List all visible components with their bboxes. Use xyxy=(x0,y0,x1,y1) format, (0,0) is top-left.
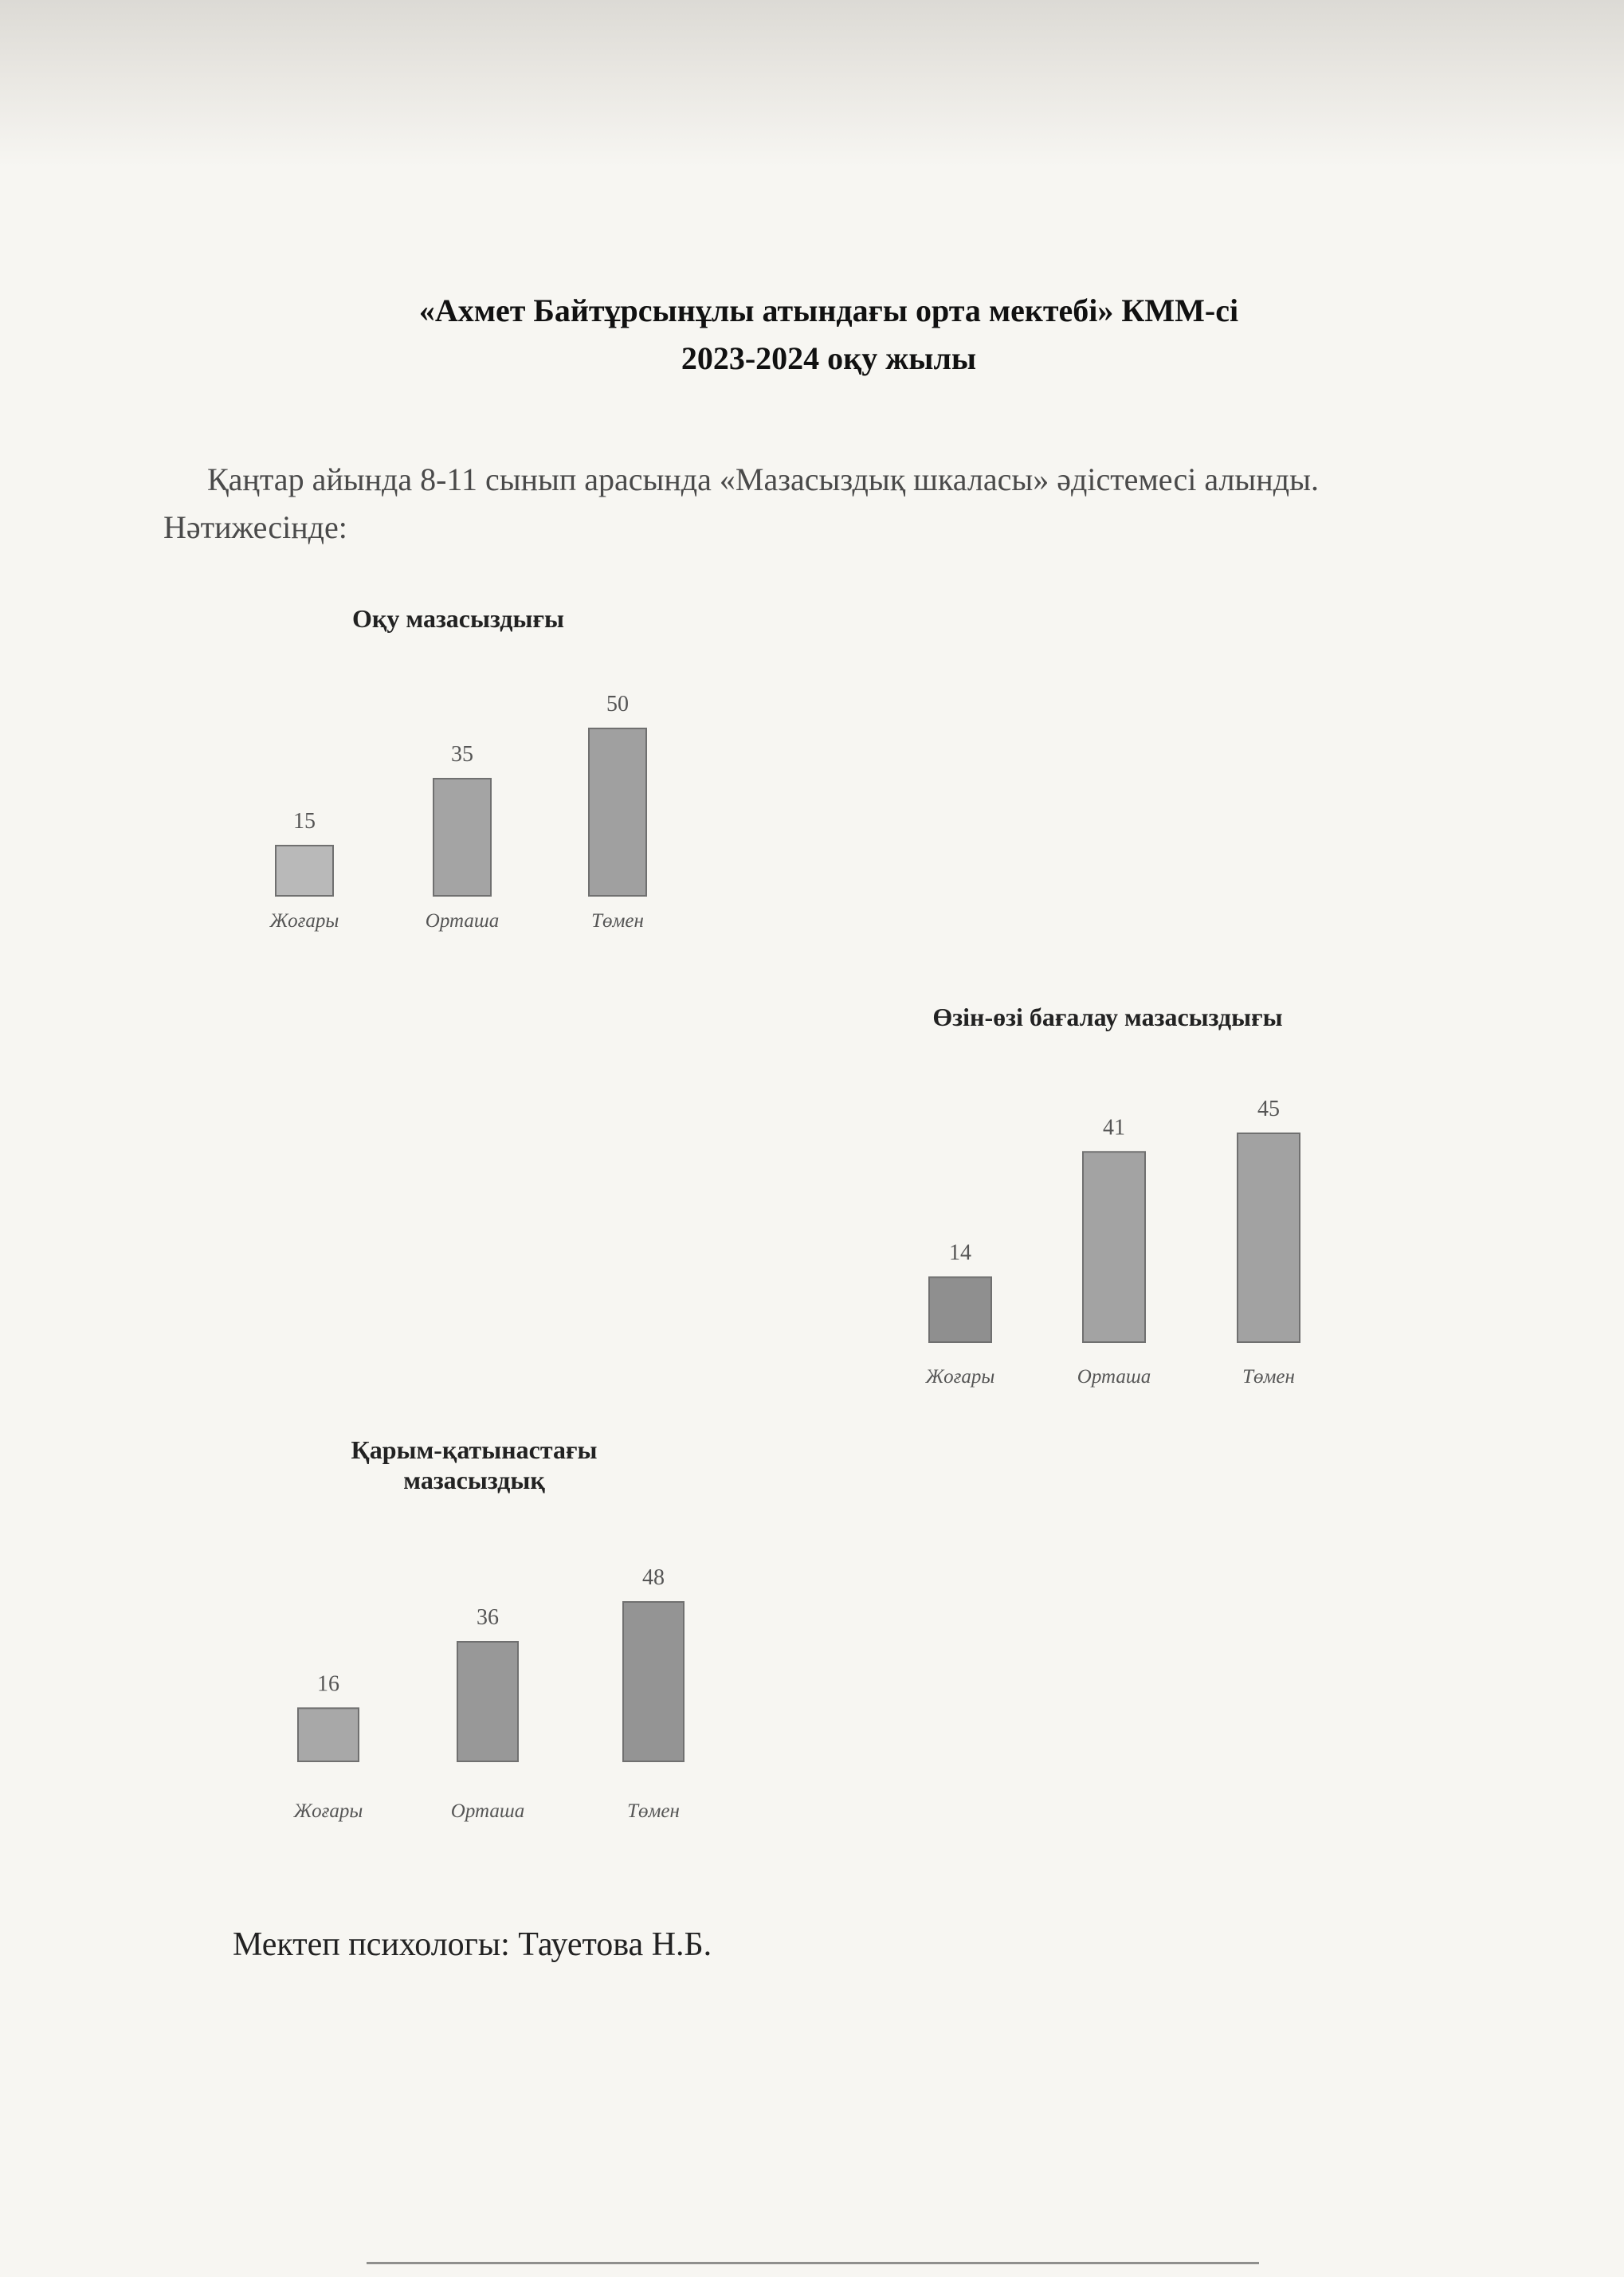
chart-title xyxy=(263,1435,685,1495)
bar-value-label: 35 xyxy=(451,742,473,767)
chart-title-line: Өзін-өзі бағалау мазасыздығы xyxy=(932,1003,1283,1031)
bar-value-label: 45 xyxy=(1257,1097,1280,1121)
category-label: Төмен xyxy=(627,1800,680,1822)
chart-title-line: Оқу мазасыздығы xyxy=(352,604,564,633)
psychologist-signature: Мектеп психологы: Тауетова Н.Б. xyxy=(233,1926,712,1963)
intro-paragraph: Қаңтар айында 8-11 сынып арасында «Мазасыздық шкаласы» әдістемесі алынды. Нәтижесінде: xyxy=(163,461,1319,545)
chart-communication-anxiety xyxy=(263,1435,685,1822)
bar-1 xyxy=(298,1708,359,1761)
bar-3 xyxy=(589,728,646,896)
chart-plot xyxy=(263,1506,685,1822)
bar-value-label: 41 xyxy=(1103,1115,1125,1140)
chart-title xyxy=(247,603,669,634)
bar-1 xyxy=(276,846,333,896)
chart-plot xyxy=(869,1042,1347,1388)
heading-line-year: 2023-2024 оқу жылы xyxy=(681,340,977,376)
bar-2 xyxy=(433,779,491,896)
bar-2 xyxy=(1083,1152,1145,1342)
bar-value-label: 14 xyxy=(949,1240,971,1266)
category-label: Жоғары xyxy=(925,1366,995,1388)
chart-title-line-2: мазасыздық xyxy=(403,1466,545,1494)
chart-plot xyxy=(247,651,669,938)
category-label: Төмен xyxy=(591,910,644,932)
chart-self-esteem-anxiety xyxy=(869,1002,1347,1388)
document-heading xyxy=(239,287,1418,383)
category-label: Орташа xyxy=(1077,1366,1151,1388)
bar-3 xyxy=(1238,1133,1300,1342)
category-label: Жоғары xyxy=(269,910,339,932)
bar-2 xyxy=(457,1642,518,1761)
category-label: Орташа xyxy=(450,1800,525,1822)
chart-title xyxy=(869,1002,1347,1032)
heading-line-school: «Ахмет Байтұрсынұлы атындағы орта мектебі» КММ-сі xyxy=(418,292,1239,328)
bar-value-label: 15 xyxy=(293,809,316,834)
bar-value-label: 36 xyxy=(477,1605,499,1630)
bar-value-label: 50 xyxy=(606,692,629,716)
category-label: Жоғары xyxy=(293,1800,363,1822)
category-label: Төмен xyxy=(1242,1366,1295,1388)
chart-title-line-1: Қарым-қатынастағы xyxy=(351,1435,598,1464)
chart-study-anxiety xyxy=(247,603,669,938)
bar-value-label: 16 xyxy=(317,1671,339,1697)
bar-1 xyxy=(929,1277,991,1342)
page-bottom-rule xyxy=(367,2262,1259,2264)
category-label: Орташа xyxy=(425,910,500,932)
bar-value-label: 48 xyxy=(642,1565,665,1590)
bar-3 xyxy=(623,1602,684,1761)
scan-shadow xyxy=(0,0,1624,167)
